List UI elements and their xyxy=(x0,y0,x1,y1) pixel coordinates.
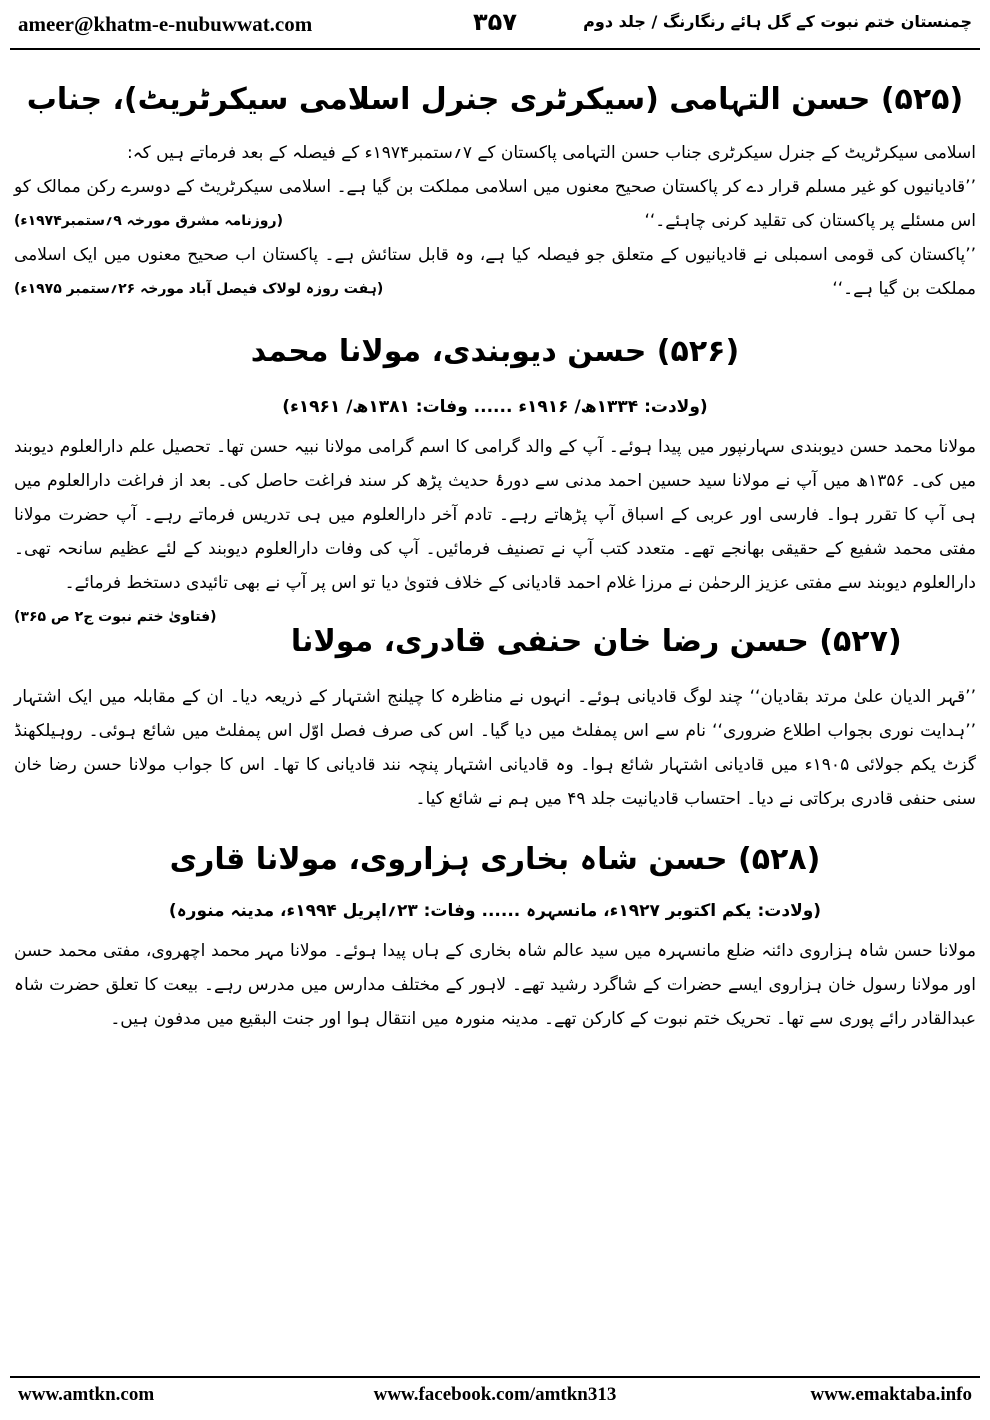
citation: (فتاویٰ ختم نبوت ج۲ ص ۳۶۵) xyxy=(14,609,217,625)
entry-paragraph: ’’قہر الدیان علیٰ مرتد بقادیان‘‘ چند لوگ قادیانی ہوئے۔ انہوں نے مناظرہ کا چیلنج اشتہار کے ذریعہ دیا۔ ان کے مقابلہ میں ایک اشتہار ’’ہدایت نوری بجواب اطلاع ضروری‘‘ نام سے اس پمفلٹ میں دیا گیا۔ اس کی صرف فصل اوّل اس پمفلٹ میں شائع ہوئی۔ روہیلکھنڈ گزٹ یکم جولائی ۱۹۰۵ء میں قادیانی اشتہار شائع ہوا۔ وہ قادیانی اشتہار پنچہ نند قادیانی کا تھا۔ اس کا جواب مولانا حسن رضا خان سنی حنفی قادری برکاتی نے دیا۔ احتساب قادیانیت جلد ۴۹ میں ہم نے شائع کیا۔ xyxy=(14,687,976,809)
page-footer xyxy=(18,1384,972,1412)
paragraph-text: مولانا محمد حسن دیوبندی سہارنپور میں پیدا ہوئے۔ آپ کے والد گرامی کا اسم گرامی مولانا نبیہ حسن تھا۔ تحصیل علم دارالعلوم دیوبند میں کی۔ ۱۳۵۶ھ میں آپ نے مولانا سید حسین احمد مدنی سے دورۂ حدیث پڑھ کر سند فراغت حاصل کی۔ بعد از فراغت دارالعلوم میں ہی آپ کا تقرر ہوا۔ فارسی اور عربی کے اسباق آپ پڑھاتے رہے۔ تادم آخر دارالعلوم میں ہی تدریس فرماتے رہے۔ آپ حضرت مولانا مفتی محمد شفیع کے حقیقی بھانجے تھے۔ متعدد کتب آپ نے تصنیف فرمائیں۔ آپ کی وفات دارالعلوم دیوبند کے لئے عظیم سانحہ تھی۔ دارالعلوم دیوبند سے مفتی عزیز الرحمٰن نے مرزا غلام احمد قادیانی کے خلاف فتویٰ دیا تو اس پر آپ نے بھی تائیدی دستخط فرمائے۔ xyxy=(14,437,976,593)
entry-paragraph: مولانا حسن شاہ ہزاروی دائنہ ضلع مانسہرہ میں سید عالم شاہ بخاری کے ہاں پیدا ہوئے۔ مولانا مہر محمد اچھروی، مفتی محمد حسن اور مولانا رسول خان ہزاروی ایسے حضرات کے شاگرد رشید تھے۔ لاہور کے مختلف مدارس میں مدرس رہے۔ بیعت کا تعلق حضرت شاہ عبدالقادر رائے پوری سے تھا۔ تحریک ختم نبوت کے کارکن تھے۔ مدینہ منورہ میں انتقال ہوا اور جنت البقیع میں مدفون ہیں۔ xyxy=(14,941,976,1029)
footer-link-facebook[interactable]: www.facebook.com/amtkn313 xyxy=(373,1384,617,1405)
entry-quote xyxy=(14,170,976,238)
footer-divider xyxy=(10,1376,980,1378)
book-title: چمنستان ختم نبوت کے گل ہائے رنگارنگ / جلد دوم xyxy=(583,12,972,31)
entry-paragraph xyxy=(14,430,976,625)
page-header xyxy=(18,8,972,42)
citation: (ہفت روزہ لولاک فیصل آباد مورخہ ۲۶؍ستمبر ۱۹۷۵ء) xyxy=(14,281,384,297)
entry-heading: (۵۲۸) حسن شاہ بخاری ہزاروی، مولانا قاری xyxy=(169,842,821,877)
quote-text: ’’قادیانیوں کو غیر مسلم قرار دے کر پاکستان صحیح معنوں میں اسلامی مملکت بن گیا ہے۔ اسلامی سیکرٹریٹ کے دوسرے رکن ممالک کو اس مسئلے پر پاکستان کی تقلید کرنی چاہئے۔‘‘ xyxy=(14,177,976,231)
entry-heading: (۵۲۷) حسن رضا خان حنفی قادری، مولانا xyxy=(290,624,902,659)
quote-text: ’’پاکستان کی قومی اسمبلی نے قادیانیوں کے متعلق جو فیصلہ کیا ہے، وہ قابل ستائش ہے۔ پاکستان اب صحیح معنوں میں ایک اسلامی مملکت بن گیا ہے۔‘‘ xyxy=(14,245,976,299)
footer-link-emaktaba[interactable]: www.emaktaba.info xyxy=(810,1384,972,1405)
entry-heading: (۵۲۶) حسن دیوبندی، مولانا محمد xyxy=(250,334,740,369)
entry-heading: (۵۲۵) حسن التہامی (سیکرٹری جنرل اسلامی سیکرٹریٹ)، جناب xyxy=(26,82,964,117)
header-email: ameer@khatm-e-nubuwwat.com xyxy=(18,12,313,36)
citation: (روزنامہ مشرق مورخہ ۹؍ستمبر۱۹۷۴ء) xyxy=(14,213,283,229)
entry-527 xyxy=(14,620,976,816)
entry-528 xyxy=(14,838,976,1036)
entry-dates: (ولادت: یکم اکتوبر ۱۹۲۷ء، مانسہرہ ...... وفات: ۲۳؍اپریل ۱۹۹۴ء، مدینہ منورہ) xyxy=(168,901,822,921)
header-divider xyxy=(10,48,980,50)
entry-525 xyxy=(14,78,976,306)
entry-quote xyxy=(14,238,976,306)
page-body xyxy=(14,58,976,1036)
entry-dates: (ولادت: ۱۳۳۴ھ/ ۱۹۱۶ء ...... وفات: ۱۳۸۱ھ/ ۱۹۶۱ء) xyxy=(282,397,708,417)
entry-paragraph: اسلامی سیکرٹریٹ کے جنرل سیکرٹری جناب حسن التہامی پاکستان کے ۷؍ستمبر۱۹۷۴ء کے فیصلہ کے بعد فرماتے ہیں کہ: xyxy=(126,143,976,163)
entry-526 xyxy=(14,330,976,625)
page-number: ۳۵۷ xyxy=(473,8,517,36)
footer-link-amtkn[interactable]: www.amtkn.com xyxy=(18,1384,155,1405)
